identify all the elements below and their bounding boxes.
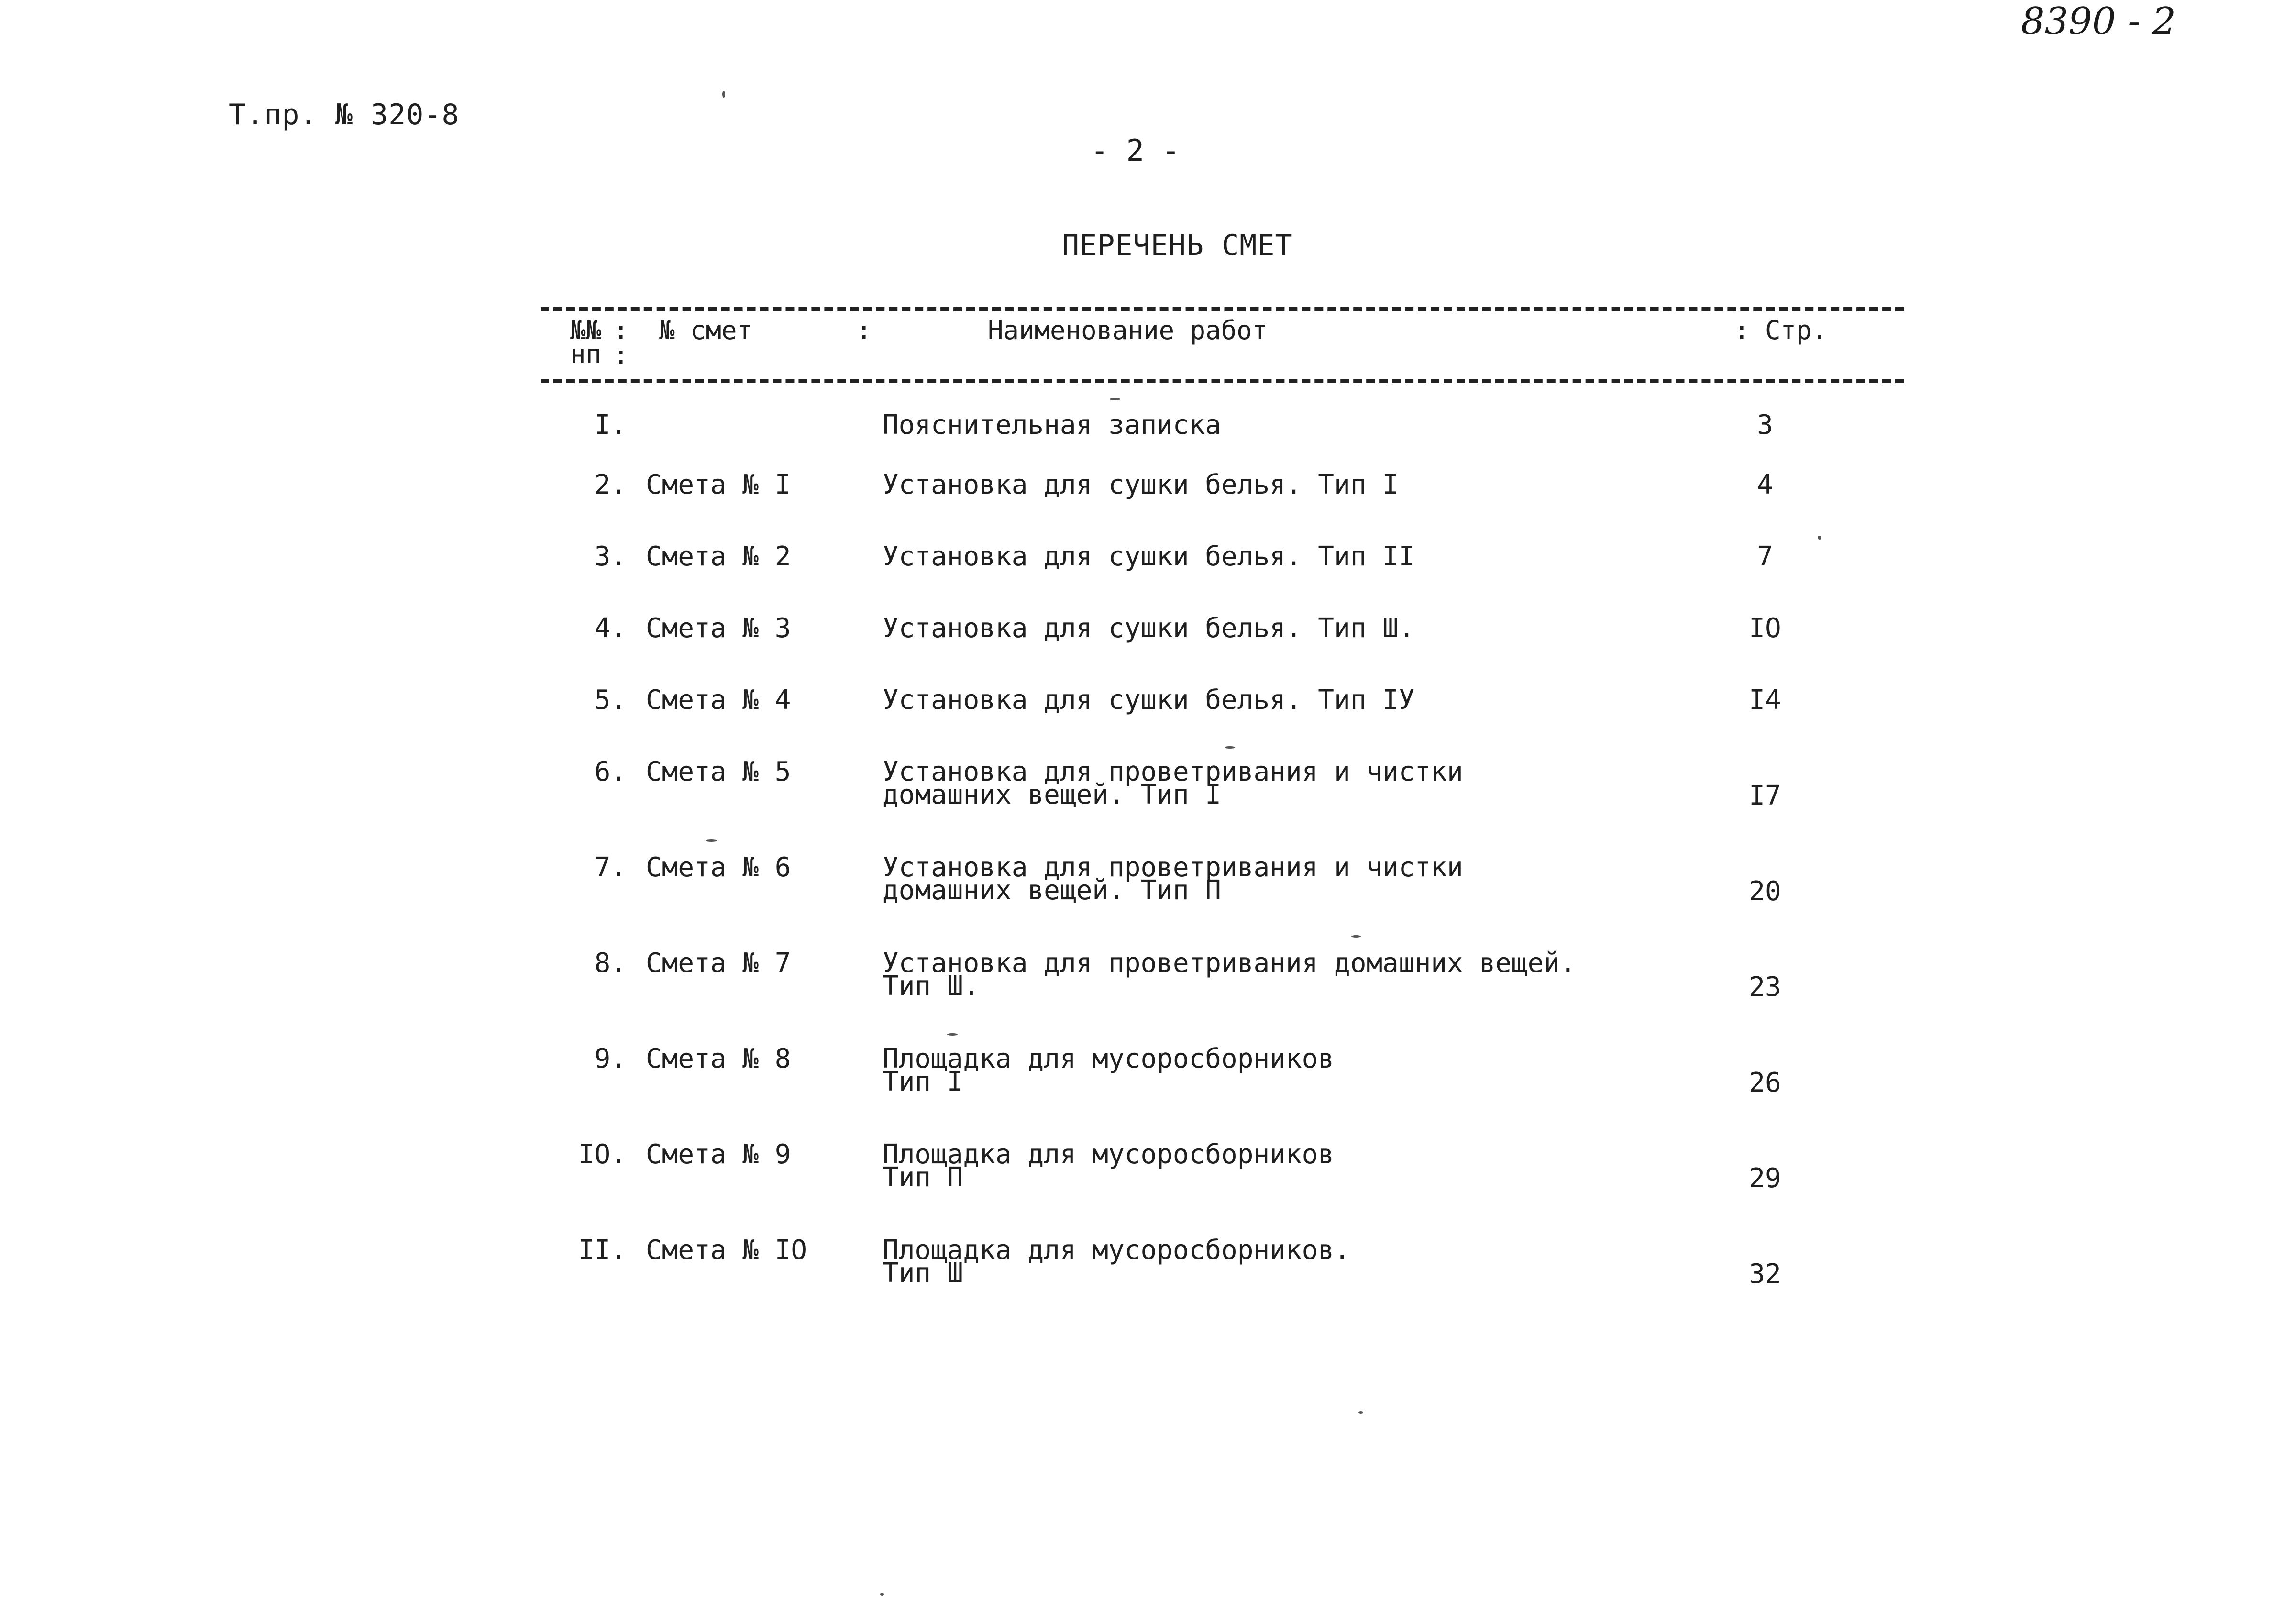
row-work-name-line: Установка для сушки белья. Тип I xyxy=(883,469,1399,500)
scan-speck xyxy=(1225,746,1235,749)
row-page: 3 xyxy=(1757,409,1773,441)
row-work-name-line: Установка для сушки белья. Тип II xyxy=(883,541,1415,572)
row-work-name xyxy=(883,852,1463,906)
row-estimate: Смета № 9 xyxy=(646,1139,791,1170)
row-page: 23 xyxy=(1749,972,1781,1003)
row-estimate: Смета № 4 xyxy=(646,685,791,716)
scan-speck xyxy=(1110,398,1120,400)
row-number: I. xyxy=(594,409,627,441)
row-page: IO xyxy=(1749,613,1781,644)
row-number: 6. xyxy=(594,756,627,787)
column-header-work-name: Наименование работ xyxy=(988,315,1268,345)
row-number: 2. xyxy=(594,469,627,500)
row-work-name xyxy=(883,1235,1350,1289)
row-work-name-line: домашних вещей. Тип П xyxy=(883,875,1222,906)
row-work-name-line: Площадка для мусоросборников xyxy=(883,1139,1335,1170)
row-page: I4 xyxy=(1749,685,1781,716)
row-work-name-line: Тип I xyxy=(883,1066,963,1097)
row-work-name-line: Площадка для мусоросборников xyxy=(883,1043,1335,1074)
row-number: II. xyxy=(578,1235,627,1266)
scan-speck xyxy=(1818,536,1821,540)
row-number: 7. xyxy=(594,852,627,883)
row-page: 26 xyxy=(1749,1067,1781,1098)
row-number: 3. xyxy=(594,541,627,572)
column-header-number-line1: №№ xyxy=(570,315,602,345)
scan-speck xyxy=(1358,1411,1363,1414)
row-work-name xyxy=(883,409,1222,441)
row-number: 9. xyxy=(594,1043,627,1074)
row-number: IO. xyxy=(578,1139,627,1170)
document-title: ПЕРЕЧЕНЬ СМЕТ xyxy=(1062,229,1293,262)
page-number: - 2 - xyxy=(1091,133,1180,168)
row-number: 5. xyxy=(594,685,627,716)
column-header-number xyxy=(570,315,642,370)
row-estimate: Смета № I xyxy=(646,469,791,500)
row-estimate: Смета № 5 xyxy=(646,756,791,787)
row-work-name-line: Установка для сушки белья. Тип Ш. xyxy=(883,613,1415,644)
row-page: 32 xyxy=(1749,1259,1781,1290)
row-work-name xyxy=(883,469,1399,500)
row-estimate: Смета № 2 xyxy=(646,541,791,572)
scan-speck xyxy=(722,91,725,98)
row-work-name-line: Тип Ш. xyxy=(883,971,980,1002)
row-work-name-line: Установка для проветривания и чистки xyxy=(883,852,1463,883)
column-separator: : xyxy=(856,315,872,345)
row-work-name-line: Пояснительная записка xyxy=(883,409,1222,441)
table-header-rule xyxy=(541,379,1904,383)
row-page: 4 xyxy=(1757,469,1773,500)
row-estimate: Смета № 7 xyxy=(646,948,791,979)
handwritten-archive-number: 8390 - 2 xyxy=(2021,0,2176,43)
row-work-name-line: Установка для проветривания и чистки xyxy=(883,756,1463,787)
row-page: I7 xyxy=(1749,780,1781,811)
row-work-name xyxy=(883,1043,1335,1097)
column-header-number-line2: нп xyxy=(570,339,602,369)
row-estimate: Смета № 3 xyxy=(646,613,791,644)
table-top-rule xyxy=(541,307,1904,311)
row-estimate: Смета № IO xyxy=(646,1235,807,1266)
row-work-name xyxy=(883,541,1415,572)
row-work-name xyxy=(883,1139,1335,1193)
row-work-name xyxy=(883,948,1576,1002)
scan-speck xyxy=(947,1033,958,1036)
column-header-estimate: № смет xyxy=(659,315,753,345)
row-work-name-line: Площадка для мусоросборников. xyxy=(883,1235,1350,1266)
row-work-name xyxy=(883,613,1415,644)
scan-speck xyxy=(1351,935,1361,938)
column-header-page: : Стр. xyxy=(1734,315,1828,345)
column-separator: : xyxy=(613,340,629,370)
row-number: 4. xyxy=(594,613,627,644)
row-work-name-line: Тип П xyxy=(883,1162,963,1193)
row-estimate: Смета № 6 xyxy=(646,852,791,883)
scan-speck xyxy=(706,839,717,842)
row-work-name-line: Установка для сушки белья. Тип IУ xyxy=(883,685,1415,716)
scan-speck xyxy=(880,1593,884,1596)
row-page: 29 xyxy=(1749,1163,1781,1194)
column-separator: : xyxy=(613,315,629,345)
row-number: 8. xyxy=(594,948,627,979)
row-work-name-line: Тип Ш xyxy=(883,1258,963,1289)
row-work-name xyxy=(883,685,1415,716)
row-work-name-line: домашних вещей. Тип I xyxy=(883,779,1222,810)
row-work-name xyxy=(883,756,1463,810)
row-page: 20 xyxy=(1749,876,1781,907)
document-code: Т.пр. № 320-8 xyxy=(229,98,460,132)
row-work-name-line: Установка для проветривания домашних вещей. xyxy=(883,948,1576,979)
row-estimate: Смета № 8 xyxy=(646,1043,791,1074)
row-page: 7 xyxy=(1757,541,1773,572)
